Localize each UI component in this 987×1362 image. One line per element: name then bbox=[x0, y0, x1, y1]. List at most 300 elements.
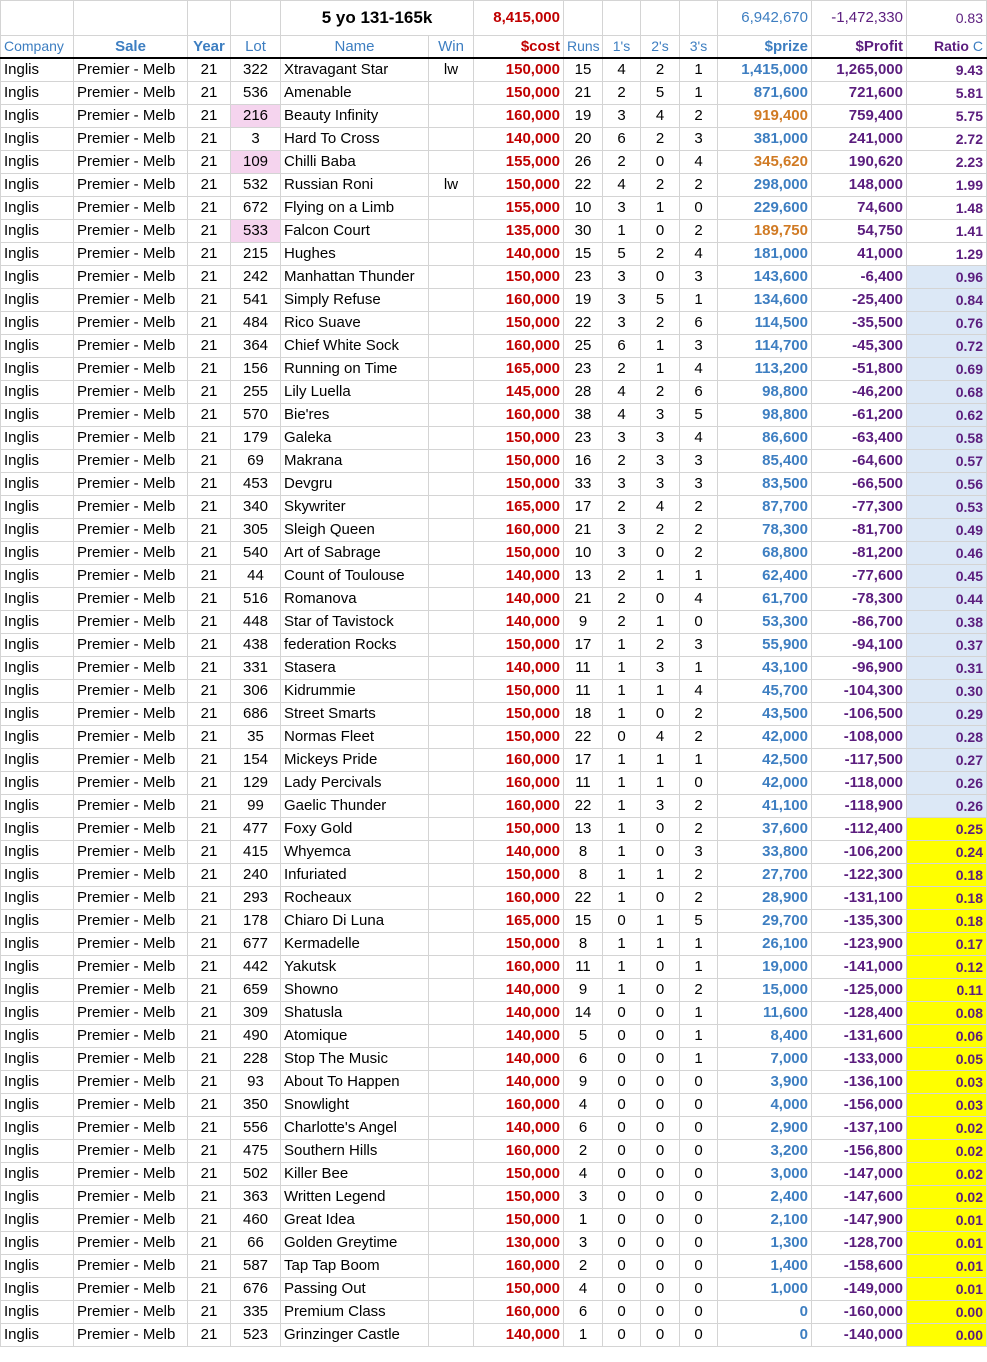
header-seconds[interactable]: 2's bbox=[641, 36, 680, 59]
firsts-cell[interactable]: 4 bbox=[603, 174, 641, 197]
lot-cell[interactable]: 502 bbox=[231, 1163, 281, 1186]
ratio-cell[interactable]: 0.06 bbox=[907, 1025, 987, 1048]
company-cell[interactable]: Inglis bbox=[1, 864, 74, 887]
win-cell[interactable] bbox=[429, 450, 474, 473]
thirds-cell[interactable]: 0 bbox=[680, 1117, 718, 1140]
profit-cell[interactable]: -128,700 bbox=[812, 1232, 907, 1255]
profit-cell[interactable]: -51,800 bbox=[812, 358, 907, 381]
name-cell[interactable]: Falcon Court bbox=[281, 220, 429, 243]
year-cell[interactable]: 21 bbox=[188, 1278, 231, 1301]
ratio-cell[interactable]: 0.24 bbox=[907, 841, 987, 864]
runs-cell[interactable]: 10 bbox=[564, 542, 603, 565]
cost-cell[interactable]: 140,000 bbox=[474, 128, 564, 151]
cost-cell[interactable]: 130,000 bbox=[474, 1232, 564, 1255]
prize-cell[interactable]: 98,800 bbox=[718, 381, 812, 404]
seconds-cell[interactable]: 0 bbox=[641, 266, 680, 289]
cost-cell[interactable]: 140,000 bbox=[474, 1025, 564, 1048]
sale-cell[interactable]: Premier - Melb bbox=[74, 128, 188, 151]
lot-cell[interactable]: 156 bbox=[231, 358, 281, 381]
cell[interactable] bbox=[564, 1, 603, 36]
runs-cell[interactable]: 9 bbox=[564, 611, 603, 634]
company-cell[interactable]: Inglis bbox=[1, 749, 74, 772]
seconds-cell[interactable]: 0 bbox=[641, 1117, 680, 1140]
seconds-cell[interactable]: 1 bbox=[641, 749, 680, 772]
company-cell[interactable]: Inglis bbox=[1, 680, 74, 703]
ratio-cell[interactable]: 0.53 bbox=[907, 496, 987, 519]
thirds-cell[interactable]: 4 bbox=[680, 680, 718, 703]
prize-cell[interactable]: 27,700 bbox=[718, 864, 812, 887]
company-cell[interactable]: Inglis bbox=[1, 1209, 74, 1232]
thirds-cell[interactable]: 6 bbox=[680, 381, 718, 404]
sale-cell[interactable]: Premier - Melb bbox=[74, 1255, 188, 1278]
sale-cell[interactable]: Premier - Melb bbox=[74, 1209, 188, 1232]
win-cell[interactable] bbox=[429, 381, 474, 404]
ratio-cell[interactable]: 0.01 bbox=[907, 1232, 987, 1255]
cell[interactable] bbox=[680, 1, 718, 36]
win-cell[interactable] bbox=[429, 657, 474, 680]
seconds-cell[interactable]: 1 bbox=[641, 933, 680, 956]
profit-cell[interactable]: 41,000 bbox=[812, 243, 907, 266]
name-cell[interactable]: Chiaro Di Luna bbox=[281, 910, 429, 933]
name-cell[interactable]: Kermadelle bbox=[281, 933, 429, 956]
cost-cell[interactable]: 160,000 bbox=[474, 335, 564, 358]
seconds-cell[interactable]: 0 bbox=[641, 1048, 680, 1071]
sale-cell[interactable]: Premier - Melb bbox=[74, 795, 188, 818]
profit-cell[interactable]: -35,500 bbox=[812, 312, 907, 335]
name-cell[interactable]: Makrana bbox=[281, 450, 429, 473]
thirds-cell[interactable]: 1 bbox=[680, 1002, 718, 1025]
ratio-cell[interactable]: 0.45 bbox=[907, 565, 987, 588]
lot-cell[interactable]: 460 bbox=[231, 1209, 281, 1232]
profit-cell[interactable]: -147,900 bbox=[812, 1209, 907, 1232]
runs-cell[interactable]: 23 bbox=[564, 427, 603, 450]
win-cell[interactable] bbox=[429, 1255, 474, 1278]
runs-cell[interactable]: 6 bbox=[564, 1117, 603, 1140]
name-cell[interactable]: Count of Toulouse bbox=[281, 565, 429, 588]
cost-cell[interactable]: 150,000 bbox=[474, 864, 564, 887]
profit-cell[interactable]: -140,000 bbox=[812, 1324, 907, 1347]
sale-cell[interactable]: Premier - Melb bbox=[74, 82, 188, 105]
runs-cell[interactable]: 28 bbox=[564, 381, 603, 404]
firsts-cell[interactable]: 0 bbox=[603, 1025, 641, 1048]
year-cell[interactable]: 21 bbox=[188, 1140, 231, 1163]
cost-cell[interactable]: 150,000 bbox=[474, 312, 564, 335]
name-cell[interactable]: Atomique bbox=[281, 1025, 429, 1048]
seconds-cell[interactable]: 2 bbox=[641, 312, 680, 335]
win-cell[interactable] bbox=[429, 289, 474, 312]
sale-cell[interactable]: Premier - Melb bbox=[74, 1232, 188, 1255]
prize-cell[interactable]: 78,300 bbox=[718, 519, 812, 542]
ratio-cell[interactable]: 0.29 bbox=[907, 703, 987, 726]
seconds-cell[interactable]: 0 bbox=[641, 220, 680, 243]
profit-cell[interactable]: 54,750 bbox=[812, 220, 907, 243]
year-cell[interactable]: 21 bbox=[188, 726, 231, 749]
seconds-cell[interactable]: 0 bbox=[641, 1209, 680, 1232]
runs-cell[interactable]: 19 bbox=[564, 289, 603, 312]
profit-cell[interactable]: -156,000 bbox=[812, 1094, 907, 1117]
ratio-cell[interactable]: 0.84 bbox=[907, 289, 987, 312]
lot-cell[interactable]: 677 bbox=[231, 933, 281, 956]
company-cell[interactable]: Inglis bbox=[1, 726, 74, 749]
total-prize[interactable]: 6,942,670 bbox=[718, 1, 812, 36]
cost-cell[interactable]: 150,000 bbox=[474, 542, 564, 565]
lot-cell[interactable]: 533 bbox=[231, 220, 281, 243]
cell[interactable] bbox=[231, 1, 281, 36]
profit-cell[interactable]: -77,600 bbox=[812, 565, 907, 588]
win-cell[interactable] bbox=[429, 956, 474, 979]
firsts-cell[interactable]: 1 bbox=[603, 864, 641, 887]
sale-cell[interactable]: Premier - Melb bbox=[74, 726, 188, 749]
seconds-cell[interactable]: 0 bbox=[641, 841, 680, 864]
ratio-cell[interactable]: 0.00 bbox=[907, 1301, 987, 1324]
name-cell[interactable]: Infuriated bbox=[281, 864, 429, 887]
profit-cell[interactable]: -136,100 bbox=[812, 1071, 907, 1094]
year-cell[interactable]: 21 bbox=[188, 1163, 231, 1186]
sale-cell[interactable]: Premier - Melb bbox=[74, 910, 188, 933]
win-cell[interactable] bbox=[429, 358, 474, 381]
thirds-cell[interactable]: 1 bbox=[680, 1048, 718, 1071]
runs-cell[interactable]: 11 bbox=[564, 956, 603, 979]
sale-cell[interactable]: Premier - Melb bbox=[74, 1324, 188, 1347]
lot-cell[interactable]: 477 bbox=[231, 818, 281, 841]
company-cell[interactable]: Inglis bbox=[1, 1255, 74, 1278]
header-cost[interactable]: $cost bbox=[474, 36, 564, 59]
lot-cell[interactable]: 331 bbox=[231, 657, 281, 680]
ratio-cell[interactable]: 0.17 bbox=[907, 933, 987, 956]
thirds-cell[interactable]: 2 bbox=[680, 979, 718, 1002]
profit-cell[interactable]: -106,200 bbox=[812, 841, 907, 864]
cost-cell[interactable]: 155,000 bbox=[474, 151, 564, 174]
runs-cell[interactable]: 23 bbox=[564, 358, 603, 381]
runs-cell[interactable]: 4 bbox=[564, 1094, 603, 1117]
cost-cell[interactable]: 160,000 bbox=[474, 289, 564, 312]
sale-cell[interactable]: Premier - Melb bbox=[74, 58, 188, 82]
header-lot[interactable]: Lot bbox=[231, 36, 281, 59]
profit-cell[interactable]: -125,000 bbox=[812, 979, 907, 1002]
thirds-cell[interactable]: 5 bbox=[680, 910, 718, 933]
win-cell[interactable] bbox=[429, 404, 474, 427]
company-cell[interactable]: Inglis bbox=[1, 542, 74, 565]
year-cell[interactable]: 21 bbox=[188, 979, 231, 1002]
sale-cell[interactable]: Premier - Melb bbox=[74, 565, 188, 588]
profit-cell[interactable]: 74,600 bbox=[812, 197, 907, 220]
company-cell[interactable]: Inglis bbox=[1, 1002, 74, 1025]
lot-cell[interactable]: 676 bbox=[231, 1278, 281, 1301]
name-cell[interactable]: Southern Hills bbox=[281, 1140, 429, 1163]
thirds-cell[interactable]: 6 bbox=[680, 312, 718, 335]
profit-cell[interactable]: -86,700 bbox=[812, 611, 907, 634]
prize-cell[interactable]: 43,100 bbox=[718, 657, 812, 680]
ratio-cell[interactable]: 0.08 bbox=[907, 1002, 987, 1025]
profit-cell[interactable]: -160,000 bbox=[812, 1301, 907, 1324]
ratio-cell[interactable]: 5.75 bbox=[907, 105, 987, 128]
prize-cell[interactable]: 0 bbox=[718, 1301, 812, 1324]
company-cell[interactable]: Inglis bbox=[1, 1301, 74, 1324]
year-cell[interactable]: 21 bbox=[188, 1209, 231, 1232]
company-cell[interactable]: Inglis bbox=[1, 956, 74, 979]
runs-cell[interactable]: 19 bbox=[564, 105, 603, 128]
ratio-cell[interactable]: 1.41 bbox=[907, 220, 987, 243]
sale-cell[interactable]: Premier - Melb bbox=[74, 542, 188, 565]
name-cell[interactable]: Amenable bbox=[281, 82, 429, 105]
year-cell[interactable]: 21 bbox=[188, 312, 231, 335]
ratio-cell[interactable]: 0.18 bbox=[907, 910, 987, 933]
name-cell[interactable]: Yakutsk bbox=[281, 956, 429, 979]
year-cell[interactable]: 21 bbox=[188, 450, 231, 473]
thirds-cell[interactable]: 1 bbox=[680, 956, 718, 979]
name-cell[interactable]: Sleigh Queen bbox=[281, 519, 429, 542]
sale-cell[interactable]: Premier - Melb bbox=[74, 312, 188, 335]
win-cell[interactable] bbox=[429, 887, 474, 910]
year-cell[interactable]: 21 bbox=[188, 749, 231, 772]
profit-cell[interactable]: -131,100 bbox=[812, 887, 907, 910]
name-cell[interactable]: Devgru bbox=[281, 473, 429, 496]
profit-cell[interactable]: -81,700 bbox=[812, 519, 907, 542]
seconds-cell[interactable]: 1 bbox=[641, 565, 680, 588]
runs-cell[interactable]: 9 bbox=[564, 979, 603, 1002]
company-cell[interactable]: Inglis bbox=[1, 1324, 74, 1347]
thirds-cell[interactable]: 2 bbox=[680, 174, 718, 197]
year-cell[interactable]: 21 bbox=[188, 1048, 231, 1071]
company-cell[interactable]: Inglis bbox=[1, 818, 74, 841]
header-thirds[interactable]: 3's bbox=[680, 36, 718, 59]
firsts-cell[interactable]: 3 bbox=[603, 427, 641, 450]
year-cell[interactable]: 21 bbox=[188, 864, 231, 887]
company-cell[interactable]: Inglis bbox=[1, 634, 74, 657]
thirds-cell[interactable]: 4 bbox=[680, 243, 718, 266]
thirds-cell[interactable]: 2 bbox=[680, 496, 718, 519]
thirds-cell[interactable]: 0 bbox=[680, 1255, 718, 1278]
cost-cell[interactable]: 150,000 bbox=[474, 1163, 564, 1186]
sale-cell[interactable]: Premier - Melb bbox=[74, 1048, 188, 1071]
cost-cell[interactable]: 150,000 bbox=[474, 58, 564, 82]
ratio-cell[interactable]: 0.46 bbox=[907, 542, 987, 565]
firsts-cell[interactable]: 2 bbox=[603, 450, 641, 473]
thirds-cell[interactable]: 3 bbox=[680, 335, 718, 358]
ratio-cell[interactable]: 0.27 bbox=[907, 749, 987, 772]
cost-cell[interactable]: 160,000 bbox=[474, 1255, 564, 1278]
ratio-cell[interactable]: 2.72 bbox=[907, 128, 987, 151]
company-cell[interactable]: Inglis bbox=[1, 657, 74, 680]
name-cell[interactable]: Rico Suave bbox=[281, 312, 429, 335]
seconds-cell[interactable]: 0 bbox=[641, 542, 680, 565]
cost-cell[interactable]: 165,000 bbox=[474, 910, 564, 933]
seconds-cell[interactable]: 5 bbox=[641, 82, 680, 105]
seconds-cell[interactable]: 2 bbox=[641, 174, 680, 197]
sale-cell[interactable]: Premier - Melb bbox=[74, 703, 188, 726]
cost-cell[interactable]: 150,000 bbox=[474, 1186, 564, 1209]
runs-cell[interactable]: 21 bbox=[564, 82, 603, 105]
name-cell[interactable]: Written Legend bbox=[281, 1186, 429, 1209]
header-runs[interactable]: Runs bbox=[564, 36, 603, 59]
ratio-cell[interactable]: 0.96 bbox=[907, 266, 987, 289]
runs-cell[interactable]: 30 bbox=[564, 220, 603, 243]
win-cell[interactable] bbox=[429, 772, 474, 795]
sale-cell[interactable]: Premier - Melb bbox=[74, 1002, 188, 1025]
runs-cell[interactable]: 13 bbox=[564, 818, 603, 841]
lot-cell[interactable]: 686 bbox=[231, 703, 281, 726]
firsts-cell[interactable]: 1 bbox=[603, 795, 641, 818]
win-cell[interactable] bbox=[429, 565, 474, 588]
profit-cell[interactable]: 241,000 bbox=[812, 128, 907, 151]
thirds-cell[interactable]: 0 bbox=[680, 1140, 718, 1163]
runs-cell[interactable]: 18 bbox=[564, 703, 603, 726]
year-cell[interactable]: 21 bbox=[188, 818, 231, 841]
prize-cell[interactable]: 114,700 bbox=[718, 335, 812, 358]
year-cell[interactable]: 21 bbox=[188, 795, 231, 818]
thirds-cell[interactable]: 1 bbox=[680, 58, 718, 82]
lot-cell[interactable]: 484 bbox=[231, 312, 281, 335]
cost-cell[interactable]: 145,000 bbox=[474, 381, 564, 404]
win-cell[interactable] bbox=[429, 933, 474, 956]
ratio-cell[interactable]: 0.57 bbox=[907, 450, 987, 473]
profit-cell[interactable]: -106,500 bbox=[812, 703, 907, 726]
runs-cell[interactable]: 15 bbox=[564, 243, 603, 266]
thirds-cell[interactable]: 0 bbox=[680, 772, 718, 795]
profit-cell[interactable]: -117,500 bbox=[812, 749, 907, 772]
name-cell[interactable]: Whyemca bbox=[281, 841, 429, 864]
thirds-cell[interactable]: 4 bbox=[680, 427, 718, 450]
company-cell[interactable]: Inglis bbox=[1, 335, 74, 358]
sale-cell[interactable]: Premier - Melb bbox=[74, 1025, 188, 1048]
sale-cell[interactable]: Premier - Melb bbox=[74, 358, 188, 381]
header-name[interactable]: Name bbox=[281, 36, 429, 59]
company-cell[interactable]: Inglis bbox=[1, 1025, 74, 1048]
header-firsts[interactable]: 1's bbox=[603, 36, 641, 59]
year-cell[interactable]: 21 bbox=[188, 933, 231, 956]
runs-cell[interactable]: 38 bbox=[564, 404, 603, 427]
lot-cell[interactable]: 44 bbox=[231, 565, 281, 588]
prize-cell[interactable]: 7,000 bbox=[718, 1048, 812, 1071]
win-cell[interactable] bbox=[429, 1140, 474, 1163]
company-cell[interactable]: Inglis bbox=[1, 1163, 74, 1186]
sale-cell[interactable]: Premier - Melb bbox=[74, 243, 188, 266]
cost-cell[interactable]: 140,000 bbox=[474, 588, 564, 611]
win-cell[interactable] bbox=[429, 611, 474, 634]
profit-cell[interactable]: -141,000 bbox=[812, 956, 907, 979]
runs-cell[interactable]: 4 bbox=[564, 1163, 603, 1186]
year-cell[interactable]: 21 bbox=[188, 772, 231, 795]
year-cell[interactable]: 21 bbox=[188, 105, 231, 128]
cost-cell[interactable]: 150,000 bbox=[474, 473, 564, 496]
win-cell[interactable]: lw bbox=[429, 174, 474, 197]
seconds-cell[interactable]: 0 bbox=[641, 979, 680, 1002]
name-cell[interactable]: Art of Sabrage bbox=[281, 542, 429, 565]
runs-cell[interactable]: 9 bbox=[564, 1071, 603, 1094]
cost-cell[interactable]: 140,000 bbox=[474, 1002, 564, 1025]
cost-cell[interactable]: 160,000 bbox=[474, 956, 564, 979]
year-cell[interactable]: 21 bbox=[188, 58, 231, 82]
win-cell[interactable] bbox=[429, 979, 474, 1002]
name-cell[interactable]: Kidrummie bbox=[281, 680, 429, 703]
lot-cell[interactable]: 556 bbox=[231, 1117, 281, 1140]
lot-cell[interactable]: 672 bbox=[231, 197, 281, 220]
firsts-cell[interactable]: 4 bbox=[603, 58, 641, 82]
win-cell[interactable] bbox=[429, 1186, 474, 1209]
name-cell[interactable]: Snowlight bbox=[281, 1094, 429, 1117]
year-cell[interactable]: 21 bbox=[188, 841, 231, 864]
prize-cell[interactable]: 83,500 bbox=[718, 473, 812, 496]
thirds-cell[interactable]: 4 bbox=[680, 151, 718, 174]
name-cell[interactable]: Street Smarts bbox=[281, 703, 429, 726]
lot-cell[interactable]: 453 bbox=[231, 473, 281, 496]
firsts-cell[interactable]: 1 bbox=[603, 841, 641, 864]
firsts-cell[interactable]: 0 bbox=[603, 1278, 641, 1301]
profit-cell[interactable]: -118,900 bbox=[812, 795, 907, 818]
prize-cell[interactable]: 26,100 bbox=[718, 933, 812, 956]
company-cell[interactable]: Inglis bbox=[1, 1048, 74, 1071]
thirds-cell[interactable]: 2 bbox=[680, 818, 718, 841]
thirds-cell[interactable]: 0 bbox=[680, 1071, 718, 1094]
ratio-cell[interactable]: 0.02 bbox=[907, 1186, 987, 1209]
win-cell[interactable] bbox=[429, 197, 474, 220]
seconds-cell[interactable]: 0 bbox=[641, 1232, 680, 1255]
year-cell[interactable]: 21 bbox=[188, 1324, 231, 1347]
prize-cell[interactable]: 55,900 bbox=[718, 634, 812, 657]
runs-cell[interactable]: 1 bbox=[564, 1209, 603, 1232]
company-cell[interactable]: Inglis bbox=[1, 358, 74, 381]
company-cell[interactable]: Inglis bbox=[1, 979, 74, 1002]
cost-cell[interactable]: 140,000 bbox=[474, 1324, 564, 1347]
thirds-cell[interactable]: 0 bbox=[680, 1324, 718, 1347]
cost-cell[interactable]: 165,000 bbox=[474, 496, 564, 519]
ratio-cell[interactable]: 0.58 bbox=[907, 427, 987, 450]
company-cell[interactable]: Inglis bbox=[1, 266, 74, 289]
name-cell[interactable]: Xtravagant Star bbox=[281, 58, 429, 82]
year-cell[interactable]: 21 bbox=[188, 703, 231, 726]
ratio-cell[interactable]: 0.72 bbox=[907, 335, 987, 358]
ratio-cell[interactable]: 0.25 bbox=[907, 818, 987, 841]
year-cell[interactable]: 21 bbox=[188, 680, 231, 703]
prize-cell[interactable]: 1,300 bbox=[718, 1232, 812, 1255]
year-cell[interactable]: 21 bbox=[188, 1025, 231, 1048]
lot-cell[interactable]: 93 bbox=[231, 1071, 281, 1094]
sale-cell[interactable]: Premier - Melb bbox=[74, 634, 188, 657]
ratio-cell[interactable]: 0.02 bbox=[907, 1140, 987, 1163]
thirds-cell[interactable]: 3 bbox=[680, 450, 718, 473]
runs-cell[interactable]: 21 bbox=[564, 588, 603, 611]
company-cell[interactable]: Inglis bbox=[1, 703, 74, 726]
year-cell[interactable]: 21 bbox=[188, 1186, 231, 1209]
firsts-cell[interactable]: 0 bbox=[603, 1255, 641, 1278]
sale-cell[interactable]: Premier - Melb bbox=[74, 1186, 188, 1209]
cost-cell[interactable]: 140,000 bbox=[474, 243, 564, 266]
thirds-cell[interactable]: 2 bbox=[680, 542, 718, 565]
year-cell[interactable]: 21 bbox=[188, 565, 231, 588]
prize-cell[interactable]: 3,000 bbox=[718, 1163, 812, 1186]
profit-cell[interactable]: -46,200 bbox=[812, 381, 907, 404]
name-cell[interactable]: Shatusla bbox=[281, 1002, 429, 1025]
runs-cell[interactable]: 15 bbox=[564, 910, 603, 933]
seconds-cell[interactable]: 0 bbox=[641, 1002, 680, 1025]
thirds-cell[interactable]: 2 bbox=[680, 795, 718, 818]
win-cell[interactable] bbox=[429, 841, 474, 864]
lot-cell[interactable]: 532 bbox=[231, 174, 281, 197]
cost-cell[interactable]: 165,000 bbox=[474, 358, 564, 381]
win-cell[interactable]: lw bbox=[429, 58, 474, 82]
thirds-cell[interactable]: 3 bbox=[680, 266, 718, 289]
profit-cell[interactable]: -66,500 bbox=[812, 473, 907, 496]
lot-cell[interactable]: 659 bbox=[231, 979, 281, 1002]
ratio-cell[interactable]: 5.81 bbox=[907, 82, 987, 105]
thirds-cell[interactable]: 0 bbox=[680, 197, 718, 220]
profit-cell[interactable]: -96,900 bbox=[812, 657, 907, 680]
company-cell[interactable]: Inglis bbox=[1, 243, 74, 266]
name-cell[interactable]: Rocheaux bbox=[281, 887, 429, 910]
profit-cell[interactable]: -135,300 bbox=[812, 910, 907, 933]
company-cell[interactable]: Inglis bbox=[1, 841, 74, 864]
prize-cell[interactable]: 1,000 bbox=[718, 1278, 812, 1301]
